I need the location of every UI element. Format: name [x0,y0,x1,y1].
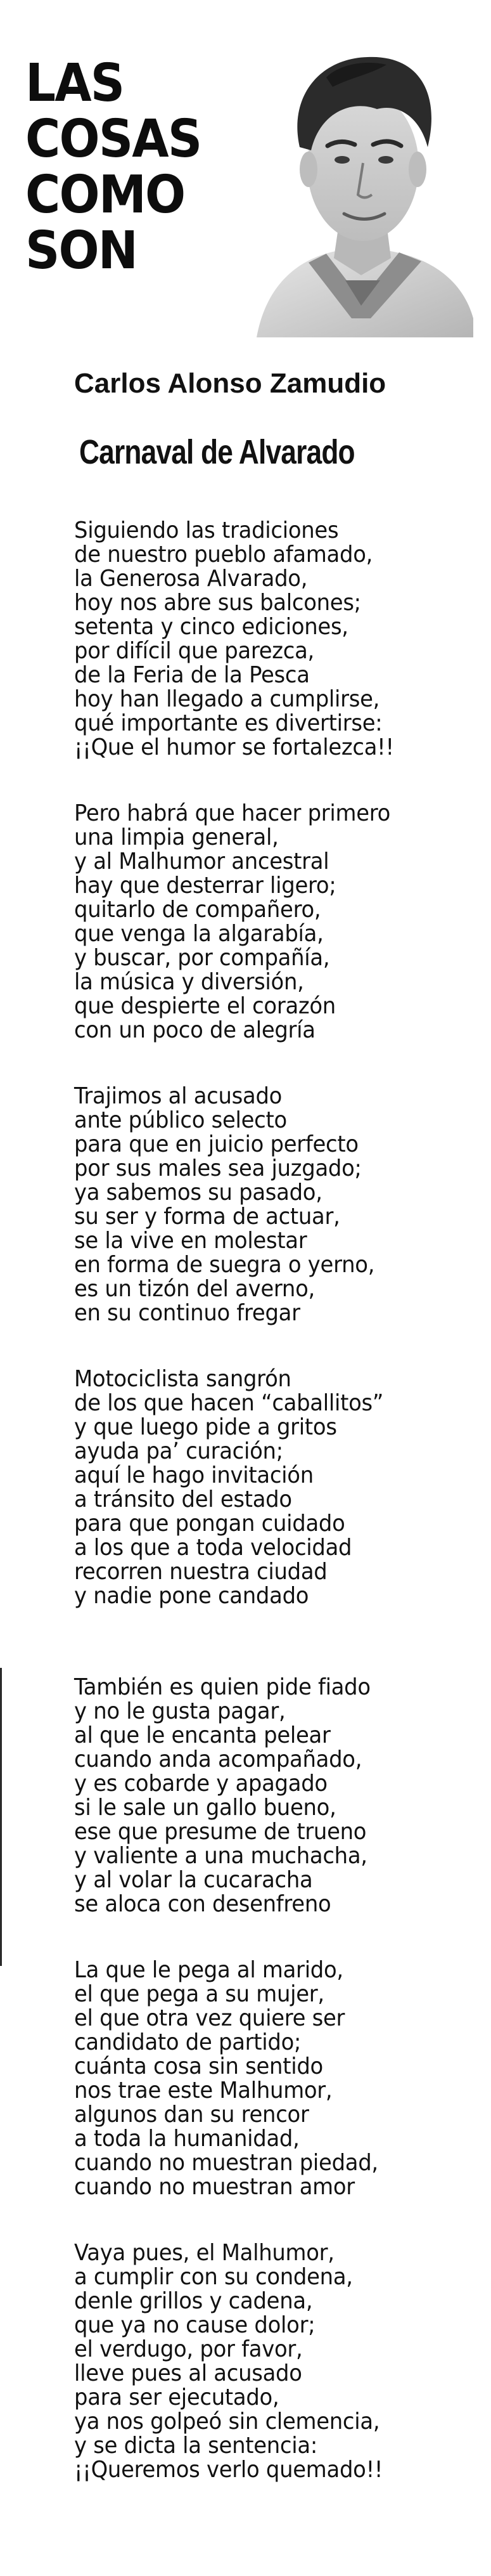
stanza [74,1367,480,1608]
verse: lleve pues al acusado [74,2360,302,2386]
verse: setenta y cinco ediciones, [74,614,348,640]
verse: es un tizón del averno, [74,1276,315,1302]
verse: se la vive en molestar [74,1228,307,1254]
column-masthead [0,0,491,342]
verse: que venga la algarabía, [74,921,324,947]
stanza [74,1958,480,2199]
verse: la música y diversión, [74,969,304,995]
author-name: Carlos Alonso Zamudio [74,368,386,399]
verse: en su continuo fregar [74,1300,300,1326]
verse: ese que presume de trueno [74,1819,367,1845]
stanza [74,802,480,1043]
verse: y valiente a una muchacha, [74,1843,367,1869]
verse: recorren nuestra ciudad [74,1559,328,1585]
column-title [25,53,224,281]
column-title-line: SON [25,221,137,281]
verse: que ya no cause dolor; [74,2312,316,2338]
author-portrait-image [250,39,473,337]
stanza [74,519,480,760]
verse: a toda la humanidad, [74,2126,300,2152]
verse: al que le encanta pelear [74,1722,331,1748]
verse: el que otra vez quiere ser [74,2005,345,2031]
verse: algunos dan su rencor [74,2102,309,2128]
verse: su ser y forma de actuar, [74,1204,340,1230]
article-title: Carnaval de Alvarado [79,433,355,471]
verse: ¡¡Queremos verlo quemado!! [74,2457,383,2483]
verse: cuando no muestran piedad, [74,2150,378,2176]
verse: en forma de suegra o yerno, [74,1252,375,1278]
verse: por difícil que parezca, [74,638,315,664]
verse: Motociclista sangrón [74,1366,291,1392]
verse: ya sabemos su pasado, [74,1180,322,1206]
verse: a los que a toda velocidad [74,1535,352,1561]
verse: La que le pega al marido, [74,1957,343,1983]
verse: Trajimos al acusado [74,1083,283,1109]
verse: ayuda pa’ curación; [74,1438,283,1464]
verse: y no le gusta pagar, [74,1698,286,1724]
verse: denle grillos y cadena, [74,2288,313,2314]
verse: el verdugo, por favor, [74,2336,303,2362]
author-portrait [250,39,473,337]
page-edge-mark [0,1668,2,1966]
column-title-line: LAS [25,53,124,114]
verse: hay que desterrar ligero; [74,873,336,899]
verse: candidato de partido; [74,2029,302,2055]
verse: y al volar la cucaracha [74,1867,313,1893]
verse: si le sale un gallo bueno, [74,1795,336,1821]
verse: de los que hacen “caballitos” [74,1390,384,1416]
verse: qué importante es divertirse: [74,710,383,736]
verse: para que pongan cuidado [74,1511,345,1537]
verse: que despierte el corazón [74,993,336,1019]
verse: la Generosa Alvarado, [74,566,308,592]
verse: para que en juicio perfecto [74,1131,359,1157]
verse: y que luego pide a gritos [74,1414,337,1440]
verse: por sus males sea juzgado; [74,1155,362,1181]
verse: cuando anda acompañado, [74,1747,362,1773]
column-title-line: COMO [25,165,185,225]
verse: de nuestro pueblo afamado, [74,542,373,568]
verse: ya nos golpeó sin clemencia, [74,2409,380,2435]
verse: hoy nos abre sus balcones; [74,590,361,616]
verse: se aloca con desenfreno [74,1891,331,1917]
verse: el que pega a su mujer, [74,1981,324,2007]
verse: Siguiendo las tradiciones [74,517,339,543]
verse: una limpia general, [74,824,279,850]
verse: Pero habrá que hacer primero [74,800,391,826]
verse: quitarlo de compañero, [74,897,321,923]
stanza [74,2241,480,2482]
verse: También es quien pide fiado [74,1674,371,1700]
verse: a tránsito del estado [74,1486,292,1512]
verse: ¡¡Que el humor se fortalezca!! [74,734,394,760]
verse: y al Malhumor ancestral [74,849,329,875]
verse: de la Feria de la Pesca [74,662,310,688]
column-title-line: COSAS [25,109,201,169]
verse: y es cobarde y apagado [74,1771,328,1797]
poem [74,519,480,2482]
verse: y nadie pone candado [74,1583,309,1609]
verse: ante público selecto [74,1107,287,1133]
verse: a cumplir con su condena, [74,2264,353,2290]
verse: aquí le hago invitación [74,1462,314,1488]
verse: hoy han llegado a cumplirse, [74,686,380,712]
verse: nos trae este Malhumor, [74,2078,333,2104]
verse: y se dicta la sentencia: [74,2433,317,2459]
verse: Vaya pues, el Malhumor, [74,2240,335,2266]
verse: cuando no muestran amor [74,2174,355,2200]
stanza [74,1675,480,1916]
verse: y buscar, por compañía, [74,945,330,971]
verse: con un poco de alegría [74,1017,316,1043]
verse: para ser ejecutado, [74,2384,279,2410]
stanza [74,1084,480,1325]
verse: cuánta cosa sin sentido [74,2053,323,2079]
